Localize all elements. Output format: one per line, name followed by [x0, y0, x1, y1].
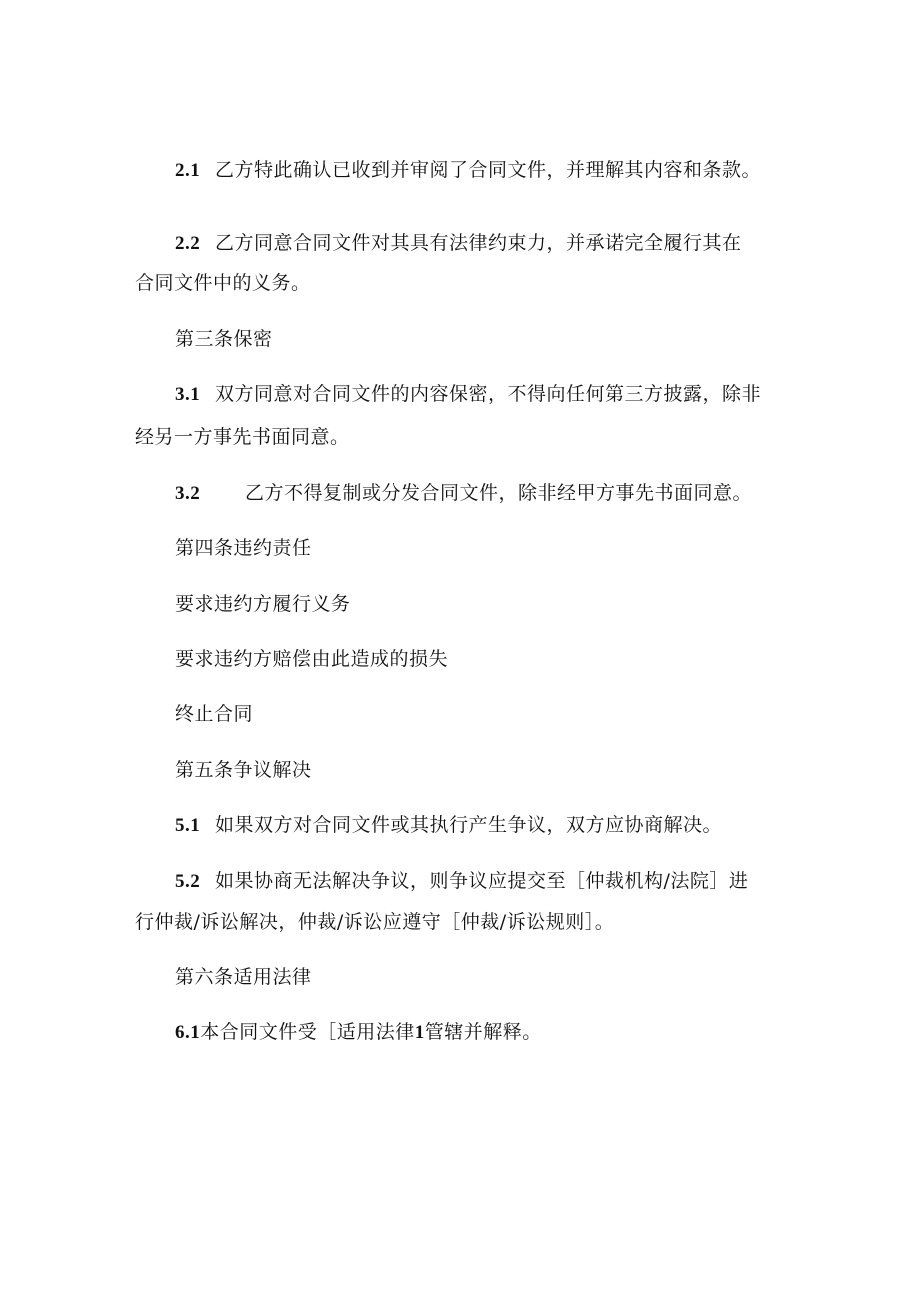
clause-2-2-line2: 合同文件中的义务。 — [135, 272, 311, 294]
section-heading-6: 第六条适用法律 — [175, 966, 312, 988]
clause-text: 本合同文件受［适用法律 — [200, 1021, 415, 1043]
clause-text-bracket: 1 — [414, 1022, 425, 1043]
clause-5-1 — [175, 812, 835, 839]
remedy-item-2: 要求违约方赔偿由此造成的损失 — [175, 648, 449, 670]
clause-3-1-line1 — [175, 381, 835, 408]
remedy-item-3: 终止合同 — [175, 703, 254, 725]
section-heading-3: 第三条保密 — [175, 328, 273, 350]
clause-2-1 — [175, 157, 835, 184]
clause-text: 管辖并解释。 — [424, 1021, 542, 1043]
clause-text: 双方同意对合同文件的内容保密，不得向任何第三方披露，除非 — [215, 383, 762, 405]
clause-number: 3.1 — [175, 384, 201, 405]
clause-text: 如果双方对合同文件或其执行产生争议，双方应协商解决。 — [215, 814, 723, 836]
remedy-item-1: 要求违约方履行义务 — [175, 593, 351, 615]
clause-text: 乙方特此确认已收到并审阅了合同文件，并理解其内容和条款。 — [215, 159, 762, 181]
clause-text: 乙方同意合同文件对其具有法律约束力，并承诺完全履行其在 — [215, 232, 742, 254]
section-heading-5: 第五条争议解决 — [175, 759, 312, 781]
clause-number: 5.2 — [175, 871, 201, 892]
clause-text: 如果协商无法解决争议，则争议应提交至［仲裁机构/法院］进 — [215, 870, 749, 892]
clause-3-2 — [175, 480, 835, 507]
clause-number: 6.1 — [175, 1022, 201, 1043]
clause-number: 2.2 — [175, 233, 201, 254]
clause-number: 2.1 — [175, 160, 201, 181]
clause-3-1-line2: 经另一方事先书面同意。 — [135, 426, 350, 448]
clause-5-2-line2: 行仲裁/诉讼解决，仲裁/诉讼应遵守［仲裁/诉讼规则］。 — [135, 911, 615, 933]
clause-number: 5.1 — [175, 815, 201, 836]
clause-2-2-line1 — [175, 230, 835, 257]
section-heading-4: 第四条违约责任 — [175, 537, 312, 559]
clause-text: 乙方不得复制或分发合同文件，除非经甲方事先书面同意。 — [245, 482, 753, 504]
clause-6-1 — [175, 1019, 835, 1046]
clause-number: 3.2 — [175, 483, 201, 504]
clause-5-2-line1 — [175, 868, 835, 895]
